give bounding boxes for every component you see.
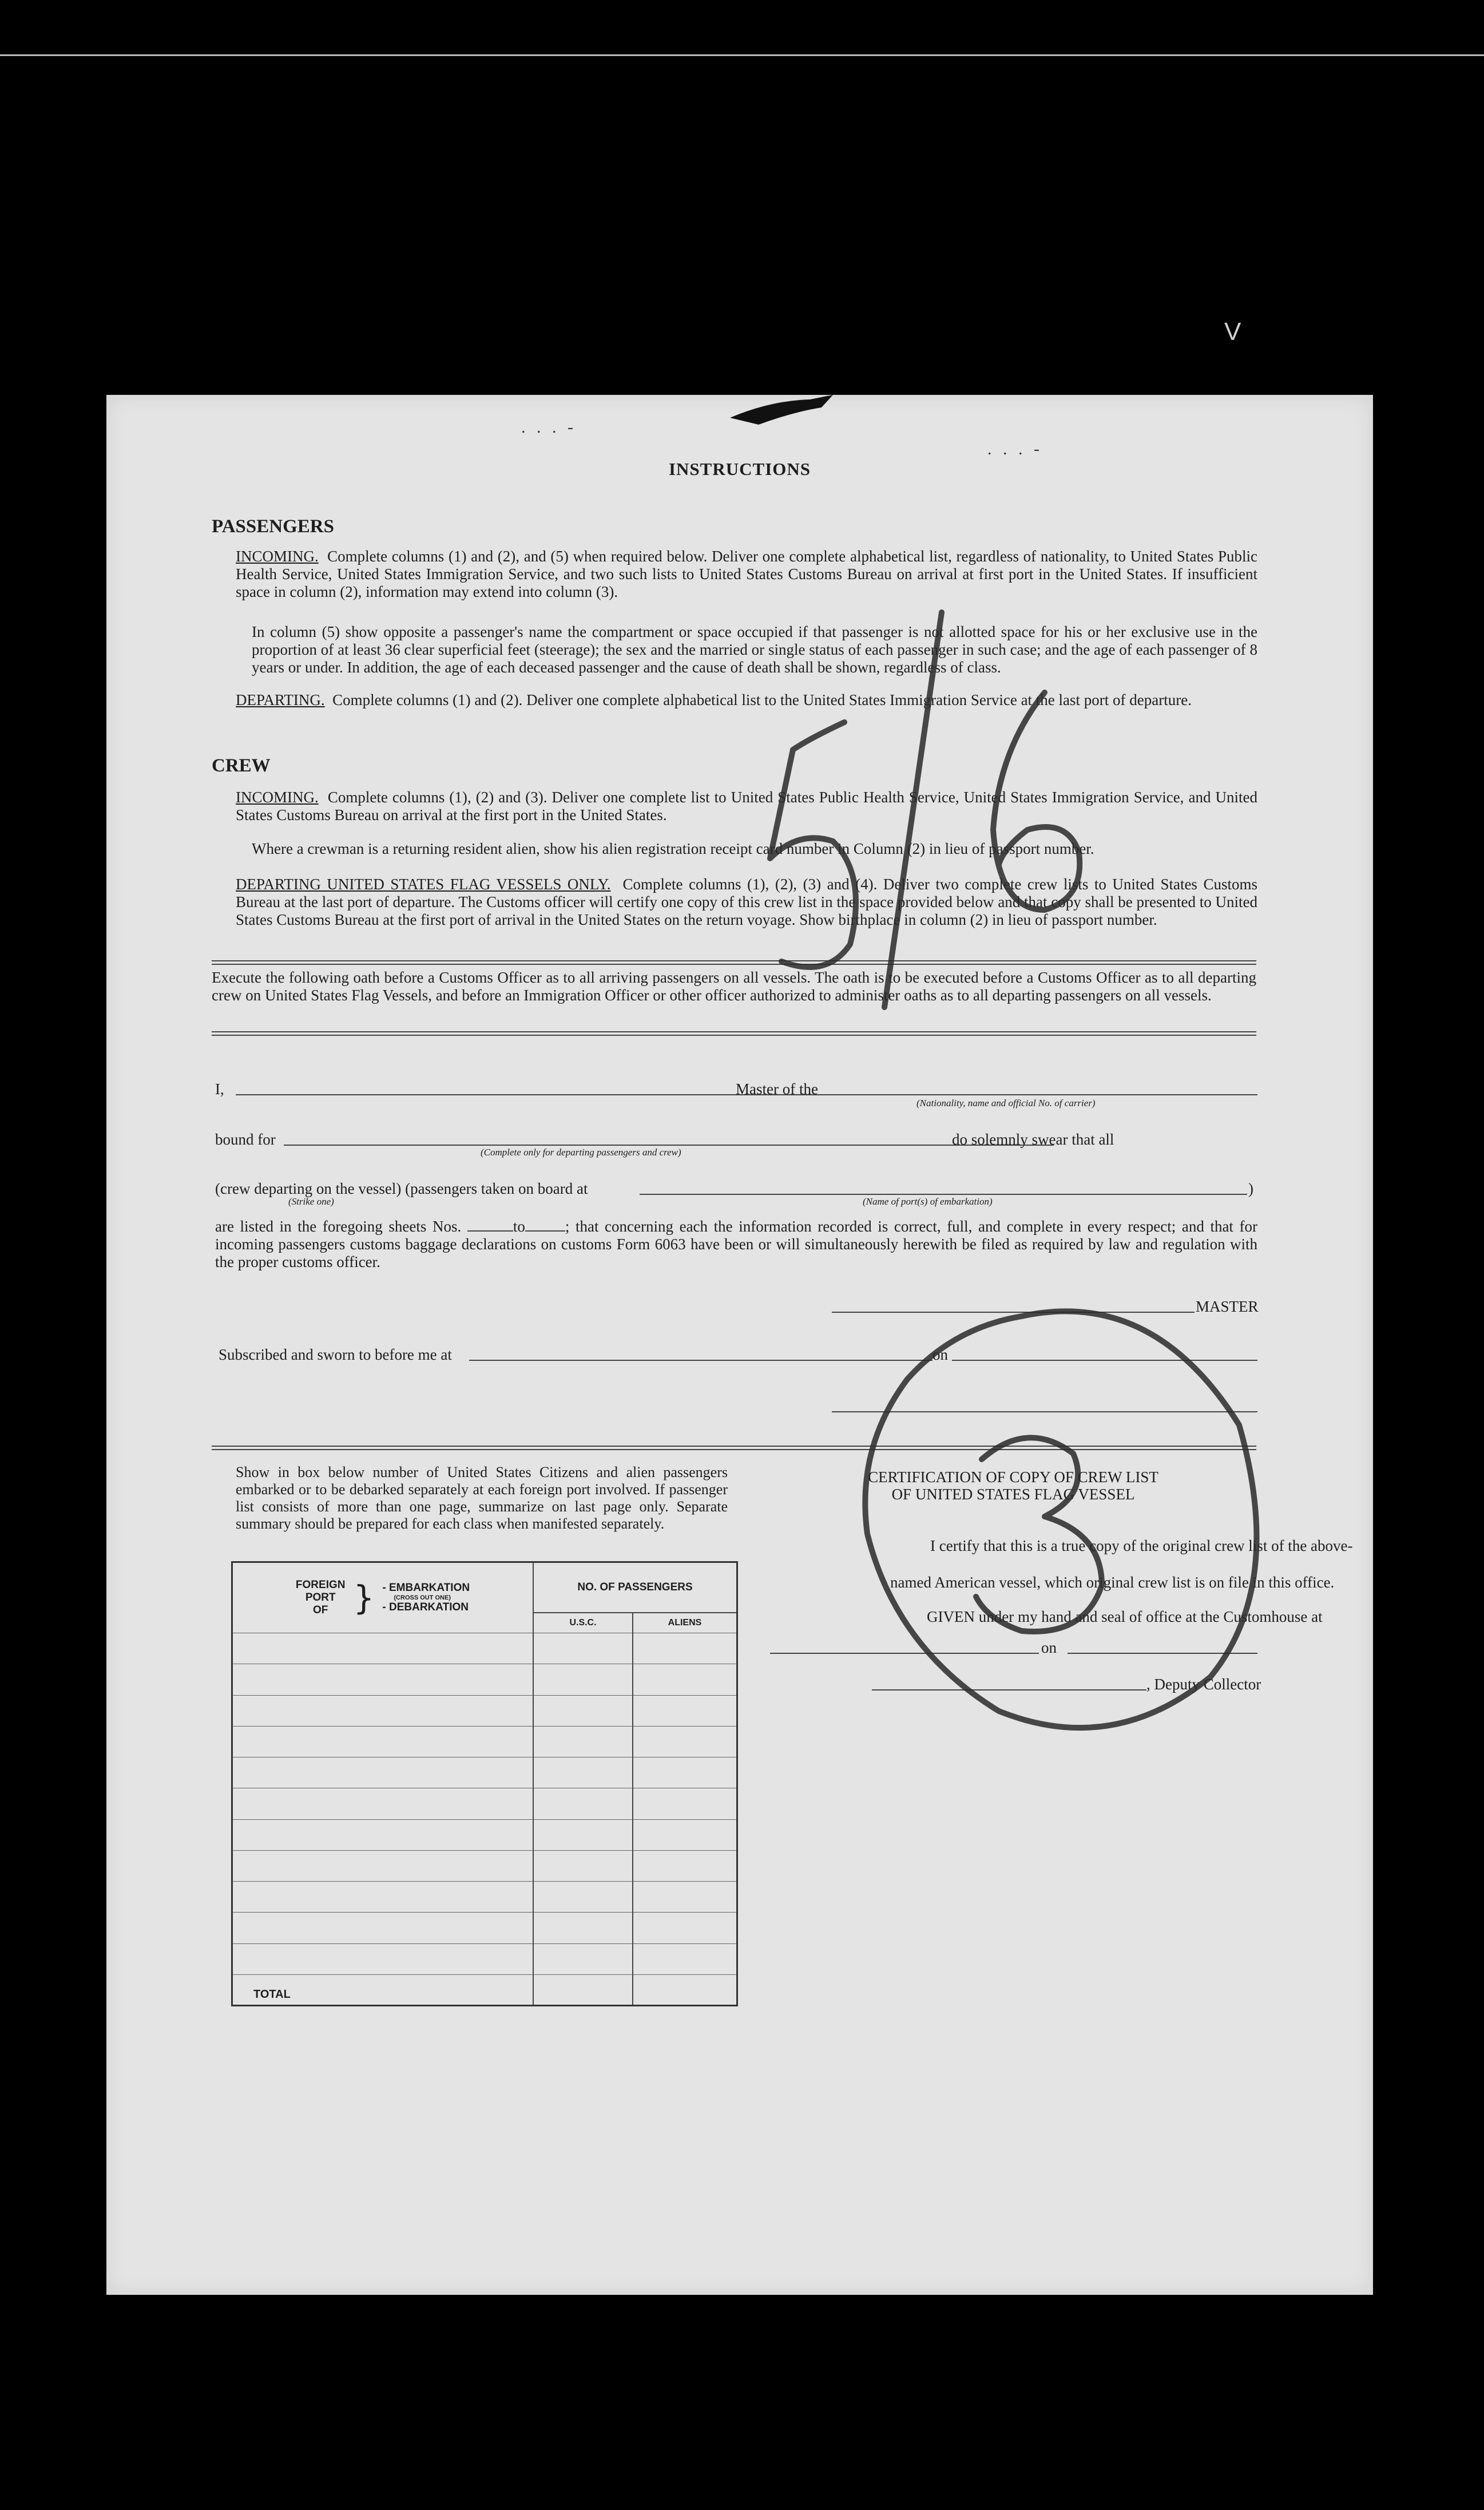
handwritten-slash [884, 612, 942, 1007]
form-page [106, 395, 1373, 2295]
certify-line-2: named American vessel, which original crew list is on file in this office. [890, 1574, 1335, 1591]
master-label: MASTER [1196, 1298, 1259, 1315]
master-of-label: Master of the [736, 1080, 818, 1098]
crew-incoming-text: Complete columns (1), (2) and (3). Deliver one complete list to United States Public Health Service, United States Immigration Service, and United States Customs Bureau on arrival at the first port in the United States. [236, 789, 1258, 824]
handwritten-digit-6 [993, 692, 1080, 910]
of-label: OF [313, 1604, 328, 1616]
handwritten-digit-3 [976, 1438, 1102, 1632]
scan-dots-right: . . . - [987, 440, 1043, 458]
listed-to: to [513, 1218, 525, 1235]
instructions-title: INSTRUCTIONS [668, 459, 811, 479]
passengers-count-header: NO. OF PASSENGERS [533, 1562, 737, 1613]
cross-out-note: (CROSS OUT ONE) [394, 1594, 451, 1601]
crew-passengers-text: (crew departing on the vessel) (passengers taken on board at [215, 1180, 588, 1197]
crew-heading: CREW [212, 755, 271, 776]
aliens-header: ALIENS [633, 1613, 737, 1633]
carrier-note: (Nationality, name and official No. of carrier) [916, 1098, 1096, 1108]
scan-dots-left: . . . - [521, 418, 577, 437]
ports-note: (Name of port(s) of embarkation) [863, 1196, 993, 1207]
strike-one-note: (Strike one) [288, 1196, 334, 1207]
passengers-heading: PASSENGERS [212, 516, 334, 537]
deputy-collector-label: , Deputy Collector [1146, 1676, 1261, 1693]
departing-label: DEPARTING. [236, 691, 325, 708]
crew-incoming-label: INCOMING. [236, 789, 319, 806]
certification-title-2: OF UNITED STATES FLAG VESSEL [891, 1486, 1135, 1503]
resident-alien-paragraph: Where a crewman is a returning resident alien, show his alien registration receipt card number in Column (2) in lieu of passport number. [252, 840, 1094, 857]
certify-line-1: I certify that this is a true copy of the original crew list of the above- [930, 1537, 1353, 1554]
bound-note: (Complete only for departing passengers and crew) [481, 1147, 681, 1158]
departing-text: Complete columns (1) and (2). Deliver one complete alphabetical list to the United States Immigration Service at the last port of departure. [332, 691, 1192, 708]
incoming-text: Complete columns (1) and (2), and (5) when required below. Deliver one complete alphabetical list, regardless of nationality, to United States Public Health Service, United States Immigration Service, and two such lists to United States Customs Bureau on arrival at first port in the United States. If insufficient space in column (2), information may extend into column (3). [236, 548, 1258, 600]
oath-i-label: I, [215, 1080, 224, 1098]
certification-on-label: on [1041, 1639, 1057, 1656]
handwritten-digit-5 [770, 722, 856, 967]
certify-line-3: GIVEN under my hand and seal of office at the Customhouse at [927, 1608, 1323, 1625]
usc-header: U.S.C. [533, 1613, 633, 1633]
total-label: TOTAL [232, 1975, 534, 2006]
foreign-label: FOREIGN [295, 1579, 346, 1591]
crew-departing-label: DEPARTING UNITED STATES FLAG VESSELS ONLY. [236, 876, 611, 893]
listed-text-a: are listed in the foregoing sheets Nos. [215, 1218, 462, 1235]
column5-paragraph: In column (5) show opposite a passenger's name the compartment or space occupied if that passenger is not allotted space for his or her exclusive use in the proportion of at least 36 clear superficial feet (steerage); the sex and the married or single status of each passenger in such case; and the age of each passenger of 8 years or under. In addition, the age of each deceased passenger and the cause of death shall be shown, regardless of class. [252, 623, 1257, 676]
listed-text-b: ; that concerning each the information recorded is correct, full, and complete in every respect; and that for incoming passengers customs baggage declarations on customs Form 6063 have been or will simultaneously herewith be filed as required by law and regulation with the proper customs officer. [215, 1218, 1258, 1270]
summary-instructions: Show in box below number of United States Citizens and alien passengers embarked or to be debarked separately at each foreign port involved. If passenger list consists of more than one page, summarize on last page only. Separate summary should be prepared for each class when manifested separately. [236, 1464, 728, 1532]
scan-edge [0, 54, 1484, 56]
incoming-label: INCOMING. [236, 548, 319, 565]
bound-for-label: bound for [215, 1131, 276, 1148]
close-paren: ) [1248, 1180, 1253, 1197]
sworn-on-label: on [933, 1346, 948, 1363]
embarkation-label[interactable]: - EMBARKATION [382, 1582, 470, 1594]
port-label: PORT [305, 1591, 336, 1604]
certification-title-1: CERTIFICATION OF COPY OF CREW LIST [868, 1468, 1158, 1486]
corner-check-mark: V [1224, 318, 1241, 346]
handwritten-annotations [106, 395, 1373, 2295]
crew-departing-text: Complete columns (1), (2), (3) and (4). Deliver two complete crew lists to United States Customs Bureau at the last port of departure. The Customs officer will certify one copy of this crew list in the space provided below and that copy shall be presented to United States Customs Bureau at the first port of arrival in the United States on the return voyage. Show birthplace in column (2) in lieu of passport number. [236, 876, 1257, 928]
subscribed-label: Subscribed and sworn to before me at [219, 1346, 452, 1363]
swear-text: do solemnly swear that all [952, 1131, 1114, 1148]
brace-icon: } [353, 1578, 375, 1617]
debarkation-label[interactable]: - DEBARKATION [382, 1601, 469, 1613]
oath-intro-paragraph: Execute the following oath before a Customs Officer as to all arriving passengers on all vessels. The oath is to be executed before a Customs Officer as to all departing crew on United States Flag Vessels, and before an Immigration Officer or other officer authorized to administer oaths as to all departing passengers on all vessels. [212, 969, 1256, 1004]
